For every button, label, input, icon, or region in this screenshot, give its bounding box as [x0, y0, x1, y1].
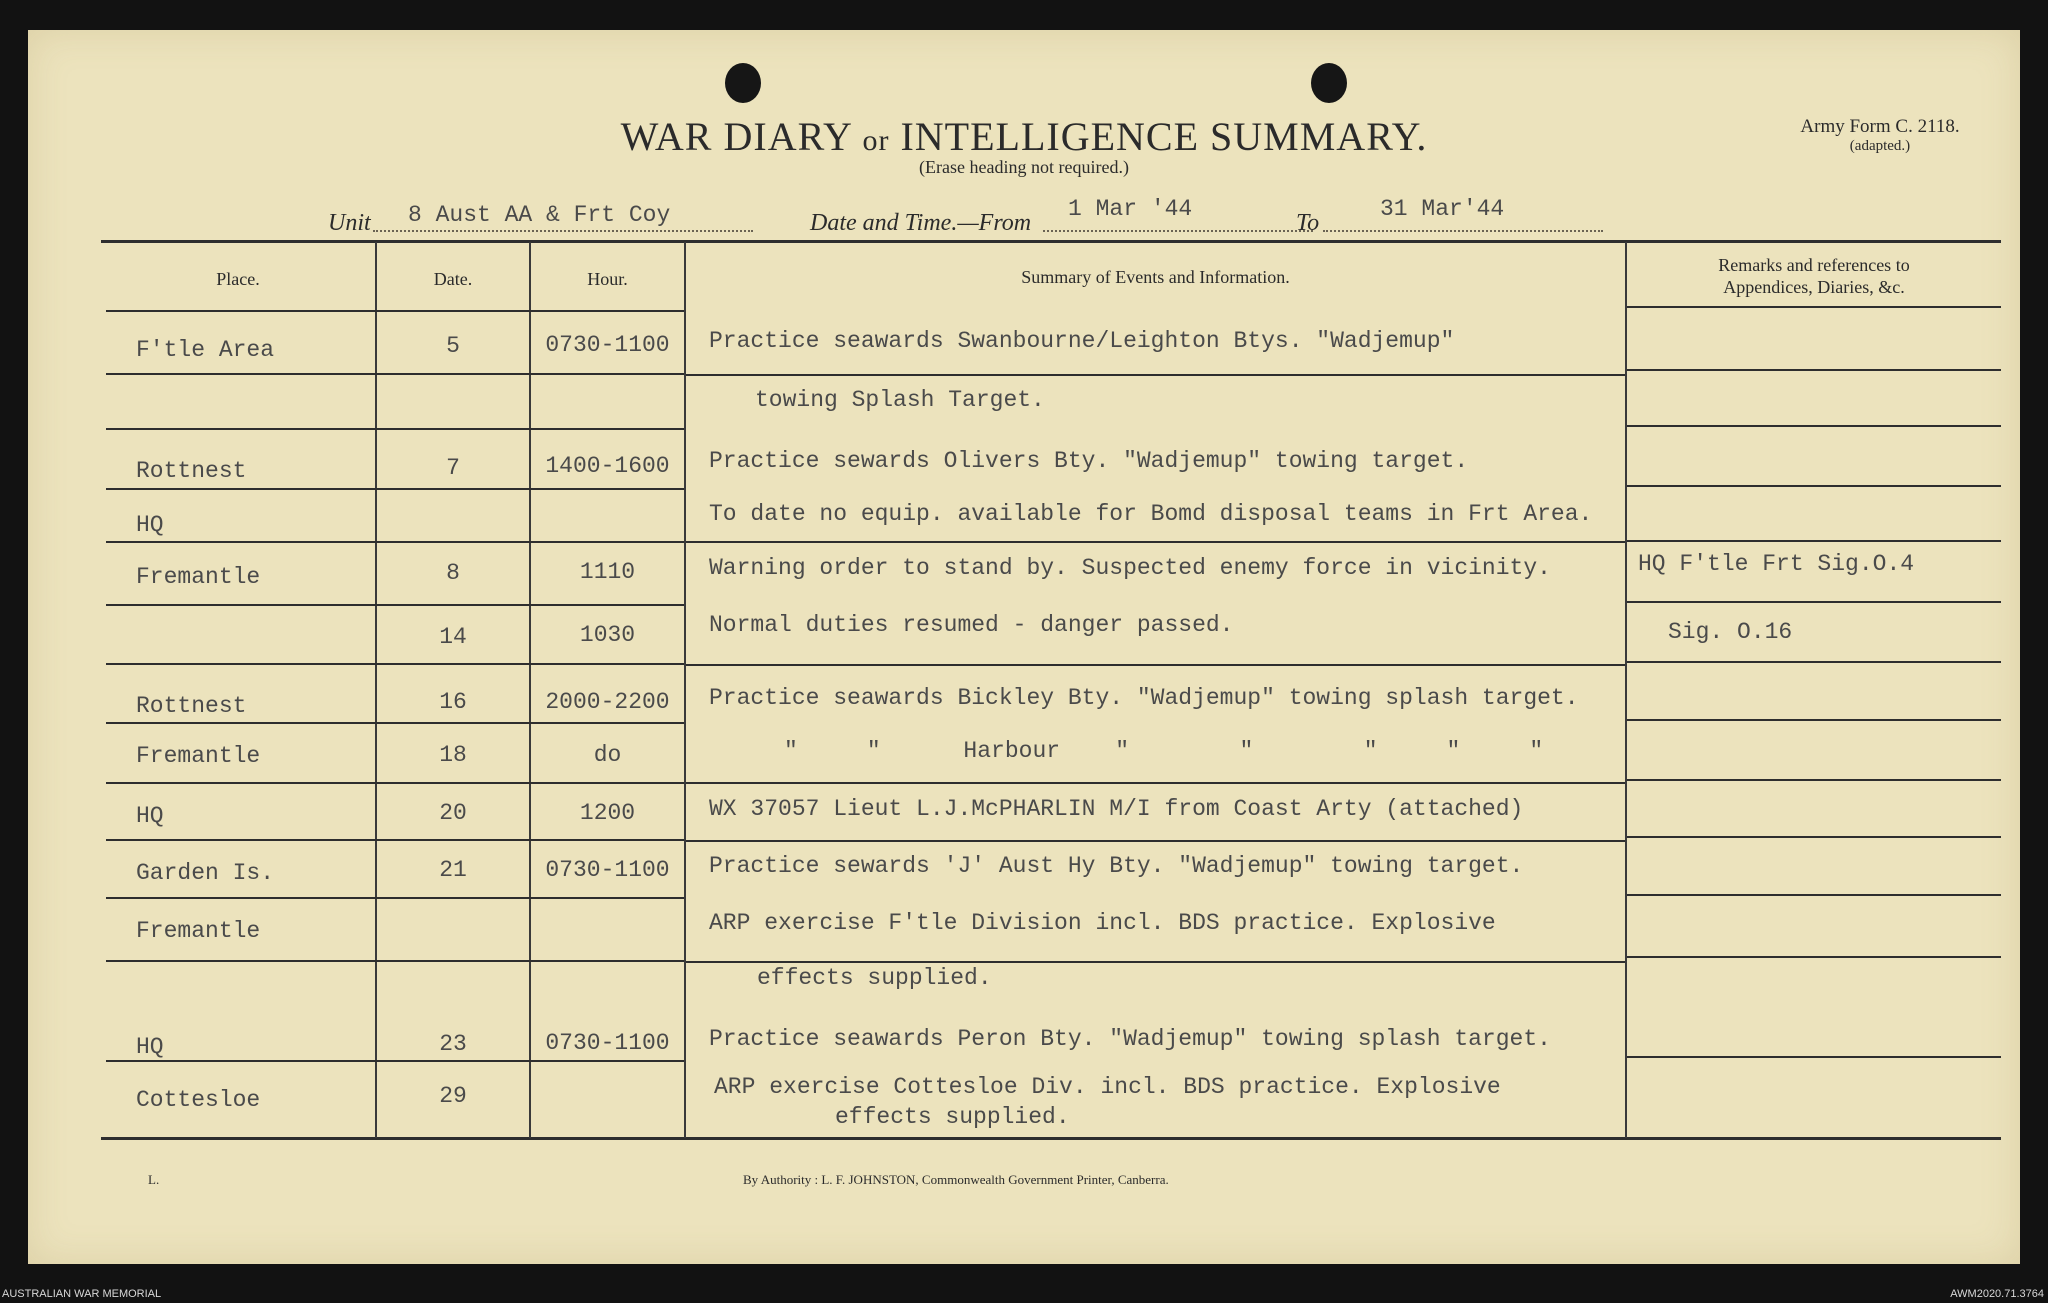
row-rule [686, 782, 1625, 784]
row-rule [1627, 601, 2001, 603]
to-label: To [1296, 210, 1320, 236]
cell-date: 7 [446, 455, 460, 481]
date-label: Date and Time.—From [810, 210, 1032, 236]
cell-date: 23 [439, 1031, 467, 1057]
header-place: Place. [216, 269, 260, 289]
row-rule [1627, 836, 2001, 838]
date-from-value: 1 Mar '44 [1068, 196, 1193, 222]
row-rule [106, 604, 684, 606]
cell-remarks: Sig. O.16 [1668, 619, 1793, 645]
row-rule [1627, 661, 2001, 663]
row-rule [1627, 540, 2001, 542]
cell-hour: 0730-1100 [545, 1030, 670, 1056]
footer-mark: L. [148, 1172, 160, 1187]
cell-place: HQ [136, 803, 164, 829]
cell-summary: " " Harbour " " " " " [784, 738, 1544, 764]
cell-summary: effects supplied. [757, 965, 992, 991]
cell-summary: Practice sewards 'J' Aust Hy Bty. "Wadjemup" towing target. [709, 853, 1524, 879]
date-to-value: 31 Mar'44 [1380, 196, 1505, 222]
cell-place: Fremantle [136, 918, 261, 944]
cell-hour: 0730-1100 [545, 332, 670, 358]
form-title [28, 113, 2020, 160]
row-rule [686, 374, 1625, 376]
table-bottom-rule [101, 1137, 2001, 1140]
row-rule [686, 664, 1625, 666]
row-rule [106, 373, 684, 375]
cell-summary: effects supplied. [835, 1104, 1070, 1130]
cell-place: Garden Is. [136, 860, 275, 886]
title-part: INTELLIGENCE SUMMARY. [900, 114, 1428, 159]
row-rule [106, 428, 684, 430]
form-number: Army Form C. 2118. [1800, 116, 1960, 137]
cell-place: Fremantle [136, 743, 261, 769]
row-rule [1627, 1056, 2001, 1058]
cell-summary: towing Splash Target. [755, 387, 1045, 413]
header-date: Date. [433, 269, 473, 289]
cell-hour: 0730-1100 [545, 857, 670, 883]
row-rule [106, 1060, 684, 1062]
cell-place: Rottnest [136, 693, 247, 719]
table-top-rule [101, 240, 2001, 243]
archive-caption-right: AWM2020.71.3764 [1950, 1288, 2044, 1300]
cell-summary: Practice seawards Swanbourne/Leighton Btys. "Wadjemup" [709, 328, 1455, 354]
header-hour: Hour. [587, 269, 628, 289]
cell-hour: 2000-2200 [545, 689, 670, 715]
header-remarks-line: Appendices, Diaries, &c. [1723, 277, 1905, 297]
cell-summary: To date no equip. available for Bomd disposal teams in Frt Area. [709, 501, 1593, 527]
column-divider [1625, 242, 1627, 1138]
row-rule [106, 541, 684, 543]
unit-value: 8 Aust AA & Frt Coy [408, 202, 671, 228]
cell-summary: Practice seawards Peron Bty. "Wadjemup" towing splash target. [709, 1026, 1551, 1052]
cell-place: Rottnest [136, 458, 247, 484]
cell-place: Cottesloe [136, 1087, 261, 1113]
cell-date: 16 [439, 689, 467, 715]
cell-remarks: HQ F'tle Frt Sig.O.4 [1638, 551, 1915, 577]
cell-hour: 1400-1600 [545, 453, 670, 479]
row-rule [106, 782, 684, 784]
row-rule [106, 663, 684, 665]
cell-date: 14 [439, 624, 467, 650]
cell-hour: do [593, 742, 622, 768]
war-diary-sheet [28, 30, 2020, 1264]
header-remarks-line: Remarks and references to [1718, 255, 1910, 275]
column-divider [684, 242, 686, 1138]
unit-label: Unit [328, 210, 371, 236]
header-summary: Summary of Events and Information. [1021, 267, 1290, 287]
cell-summary: Practice sewards Olivers Bty. "Wadjemup" towing target. [709, 448, 1469, 474]
row-rule [686, 840, 1625, 842]
punch-hole [725, 63, 761, 103]
row-rule [1627, 894, 2001, 896]
row-rule [1627, 956, 2001, 958]
row-rule [686, 541, 1625, 543]
row-rule [106, 722, 684, 724]
cell-summary: Normal duties resumed - danger passed. [709, 612, 1234, 638]
date-from-dotted-line [1043, 230, 1313, 232]
row-rule [106, 488, 684, 490]
row-rule [1627, 306, 2001, 308]
row-rule [106, 310, 684, 312]
cell-date: 5 [446, 333, 460, 359]
unit-dotted-line [373, 230, 753, 232]
row-rule [106, 960, 684, 962]
form-number-note: (adapted.) [1849, 138, 1911, 154]
row-rule [106, 839, 684, 841]
cell-hour: 1030 [579, 622, 636, 648]
row-rule [1627, 425, 2001, 427]
form-subtitle: (Erase heading not required.) [919, 157, 1129, 177]
footer-authority: By Authority : L. F. JOHNSTON, Commonwealth Government Printer, Canberra. [743, 1172, 1169, 1187]
row-rule [1627, 369, 2001, 371]
cell-place: Fremantle [136, 564, 261, 590]
archive-caption-left: AUSTRALIAN WAR MEMORIAL [2, 1288, 162, 1300]
cell-date: 20 [439, 800, 467, 826]
cell-summary: WX 37057 Lieut L.J.McPHARLIN M/I from Coast Arty (attached) [709, 796, 1524, 822]
row-rule [686, 961, 1625, 963]
cell-summary: ARP exercise F'tle Division incl. BDS practice. Explosive [709, 910, 1496, 936]
cell-date: 21 [439, 857, 467, 883]
cell-hour: 1110 [579, 559, 636, 585]
title-or: or [862, 124, 890, 157]
cell-date: 18 [439, 742, 467, 768]
title-part: WAR DIARY [620, 114, 852, 159]
cell-hour: 1200 [579, 800, 636, 826]
cell-summary: ARP exercise Cottesloe Div. incl. BDS practice. Explosive [714, 1074, 1501, 1100]
cell-summary: Warning order to stand by. Suspected enemy force in vicinity. [709, 555, 1551, 581]
row-rule [1627, 719, 2001, 721]
cell-date: 29 [439, 1083, 467, 1109]
punch-hole [1311, 63, 1347, 103]
date-to-dotted-line [1323, 230, 1603, 232]
cell-summary: Practice seawards Bickley Bty. "Wadjemup" towing splash target. [709, 685, 1579, 711]
cell-place: F'tle Area [136, 337, 275, 363]
row-rule [1627, 485, 2001, 487]
cell-place: HQ [136, 512, 164, 538]
cell-date: 8 [446, 560, 460, 586]
cell-place: HQ [136, 1034, 164, 1060]
row-rule [106, 897, 684, 899]
header-remarks [1627, 254, 2001, 298]
row-rule [1627, 779, 2001, 781]
